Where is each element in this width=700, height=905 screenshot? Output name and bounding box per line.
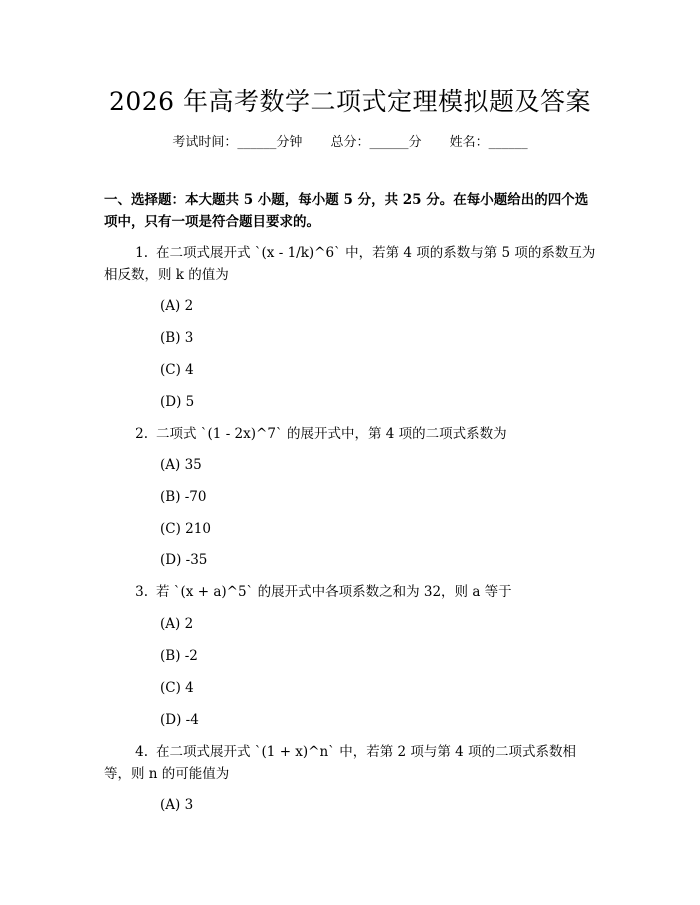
- option-3a: (A) 2: [160, 616, 194, 632]
- option-1b: (B) 3: [160, 330, 194, 346]
- question-1: [104, 242, 598, 286]
- student-name-field: 姓名：______: [449, 135, 528, 150]
- question-4: [104, 741, 598, 785]
- question-number: 4.: [135, 744, 148, 760]
- option-1c: (C) 4: [160, 362, 194, 378]
- total-score-field: 总分：______分: [330, 135, 422, 150]
- option-2c: (C) 210: [160, 521, 211, 537]
- option-4a: (A) 3: [160, 797, 194, 813]
- option-1a: (A) 2: [160, 298, 194, 314]
- question-text: 在二项式展开式 `(1 + x)^n` 中，若第 2 项与第 4 项的二项式系数相等，则 n 的可能值为: [104, 744, 577, 782]
- option-2d: (D) -35: [160, 552, 208, 568]
- question-text: 二项式 `(1 - 2x)^7` 的展开式中，第 4 项的二项式系数为: [156, 426, 507, 442]
- option-3d: (D) -4: [160, 712, 199, 728]
- question-number: 2.: [135, 426, 148, 442]
- question-2: [104, 423, 598, 445]
- question-number: 3.: [135, 584, 148, 600]
- exam-time-field: 考试时间：______分钟: [172, 135, 303, 150]
- question-text: 在二项式展开式 `(x - 1/k)^6` 中，若第 4 项的系数与第 5 项的系数互为相反数，则 k 的值为: [104, 245, 596, 283]
- option-3b: (B) -2: [160, 648, 198, 664]
- option-3c: (C) 4: [160, 680, 194, 696]
- question-3: [104, 581, 598, 603]
- option-2b: (B) -70: [160, 489, 207, 505]
- section-heading-choice: 一、选择题：本大题共 5 小题，每小题 5 分，共 25 分。在每小题给出的四个选项中，只有一项是符合题目要求的。: [104, 192, 589, 230]
- exam-info: [0, 131, 700, 150]
- page-title: 2026 年高考数学二项式定理模拟题及答案: [108, 87, 592, 116]
- question-number: 1.: [135, 245, 148, 261]
- option-2a: (A) 35: [160, 457, 202, 473]
- option-1d: (D) 5: [160, 394, 195, 410]
- question-text: 若 `(x + a)^5` 的展开式中各项系数之和为 32，则 a 等于: [156, 584, 512, 600]
